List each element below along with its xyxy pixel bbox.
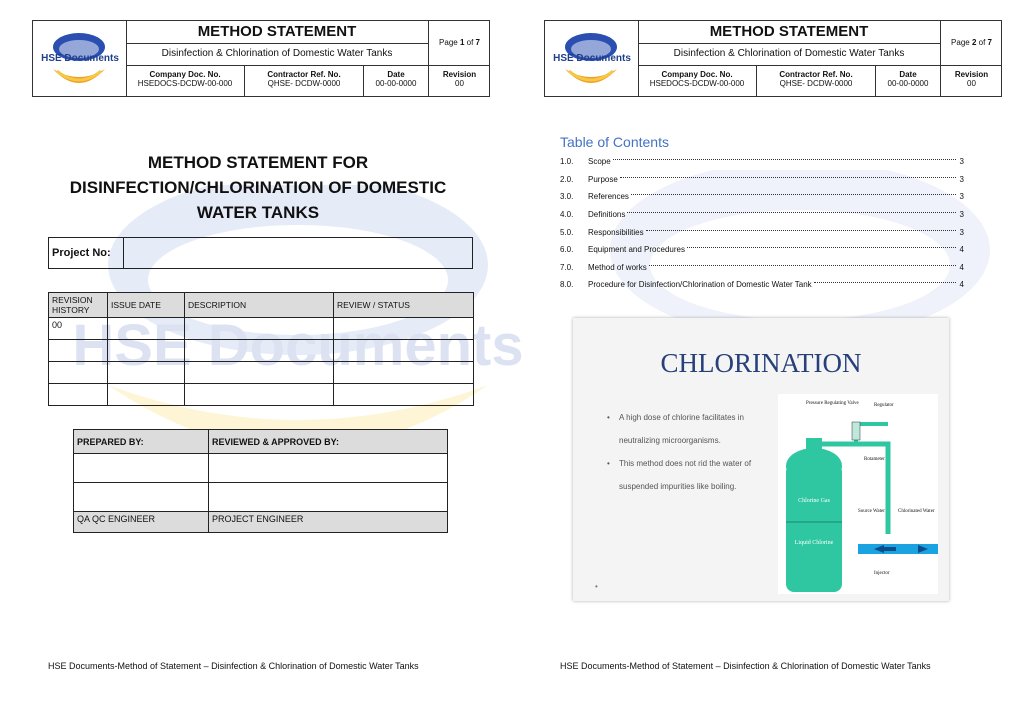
reviewed-by-label: REVIEWED & APPROVED BY:	[209, 430, 448, 454]
header-subtitle: Disinfection & Chlorination of Domestic Water Tanks	[126, 43, 429, 66]
slide-title: CHLORINATION	[660, 348, 862, 378]
company-logo: HSE Documents	[33, 21, 127, 96]
chlorination-diagram	[778, 394, 938, 594]
svg-text:Chlorine Gas: Chlorine Gas	[798, 498, 830, 504]
toc-leader	[814, 282, 956, 283]
toc-page: 4	[959, 262, 964, 272]
toc-entry[interactable]	[560, 153, 964, 171]
table-row	[74, 454, 448, 483]
page-header	[32, 20, 490, 97]
toc-leader	[687, 247, 956, 248]
toc-page: 3	[959, 210, 964, 220]
revision-cell: Revision 00	[954, 70, 989, 88]
document-title: METHOD STATEMENT FOR DISINFECTION/CHLORINATION OF DOMESTIC WATER TANKS	[69, 153, 447, 222]
svg-text:Liquid Chlorine: Liquid Chlorine	[794, 540, 834, 546]
company-doc-cell: Company Doc. No. HSEDOCS-DCDW-00-000	[638, 66, 757, 96]
document-page-2	[540, 0, 1020, 720]
table-row	[49, 340, 474, 362]
project-number-field[interactable]	[124, 238, 473, 269]
table-row	[74, 512, 448, 533]
col-description: DESCRIPTION	[185, 293, 334, 318]
svg-text:Regulator: Regulator	[874, 403, 894, 408]
document-page-1	[28, 0, 524, 720]
toc-page: 3	[959, 174, 964, 184]
table-row	[74, 483, 448, 512]
svg-text:Rotameter: Rotameter	[864, 457, 885, 462]
table-row	[49, 362, 474, 384]
slide-bullet: • This method does not rid the water of suspended impurities like boiling.	[609, 452, 769, 498]
toc-label: Definitions	[588, 210, 626, 220]
project-number-table	[48, 237, 473, 269]
company-logo: HSE Documents	[545, 21, 639, 96]
toc-leader	[649, 265, 956, 266]
reviewed-role: PROJECT ENGINEER	[209, 512, 448, 533]
toc-number: 2.0.	[560, 174, 574, 184]
toc-label: Responsibilities	[588, 227, 644, 237]
slide-bullet-marker: •	[595, 582, 598, 591]
revision-history-table	[48, 292, 474, 406]
toc-entry[interactable]	[560, 276, 964, 294]
toc-number: 5.0.	[560, 227, 574, 237]
toc-leader	[627, 212, 956, 213]
col-review-status: REVIEW / STATUS	[334, 293, 474, 318]
toc-leader	[631, 194, 956, 195]
svg-text:Pressure Regulating Valve: Pressure Regulating Valve	[806, 401, 859, 406]
contractor-ref-cell: Contractor Ref. No. QHSE- DCDW-0000	[245, 66, 364, 96]
toc-leader	[620, 177, 956, 178]
toc-number: 7.0.	[560, 262, 574, 272]
toc-number: 8.0.	[560, 280, 574, 290]
toc-page: 4	[959, 245, 964, 255]
toc-number: 4.0.	[560, 210, 574, 220]
toc-number: 1.0.	[560, 157, 574, 167]
header-title: METHOD STATEMENT	[638, 21, 941, 44]
company-doc-cell: Company Doc. No. HSEDOCS-DCDW-00-000	[126, 66, 245, 96]
revision-cell: Revision 00	[442, 70, 477, 88]
toc-leader	[646, 230, 956, 231]
table-of-contents	[560, 153, 964, 294]
date-cell: Date 00-00-0000	[364, 66, 429, 96]
project-number-label: Project No:	[49, 238, 124, 269]
toc-page: 4	[959, 280, 964, 290]
col-revision-history: REVISION HISTORY	[49, 293, 108, 318]
contractor-ref-cell: Contractor Ref. No. QHSE- DCDW-0000	[757, 66, 876, 96]
toc-entry[interactable]	[560, 223, 964, 241]
table-row: 00	[49, 318, 474, 340]
page-number: Page 2 of 7	[941, 21, 1002, 66]
toc-page: 3	[959, 157, 964, 167]
toc-label: Purpose	[588, 174, 618, 184]
svg-text:Injector: Injector	[874, 571, 890, 576]
page-header	[544, 20, 1002, 97]
prepared-role: QA QC ENGINEER	[74, 512, 209, 533]
toc-entry[interactable]	[560, 241, 964, 259]
toc-number: 6.0.	[560, 245, 574, 255]
page-footer: HSE Documents-Method of Statement – Disinfection & Chlorination of Domestic Water Tanks	[48, 661, 419, 671]
toc-label: Scope	[588, 157, 611, 167]
toc-label: Procedure for Disinfection/Chlorination of Domestic Water Tank	[588, 280, 812, 290]
toc-label: Equipment and Procedures	[588, 245, 685, 255]
toc-page: 3	[959, 192, 964, 202]
header-subtitle: Disinfection & Chlorination of Domestic Water Tanks	[638, 43, 941, 66]
prepared-by-label: PREPARED BY:	[74, 430, 209, 454]
approval-table	[73, 429, 448, 533]
toc-entry[interactable]	[560, 206, 964, 224]
date-cell: Date 00-00-0000	[876, 66, 941, 96]
slide-bullets	[609, 406, 769, 498]
toc-number: 3.0.	[560, 192, 574, 202]
svg-text:Chlorinated Water: Chlorinated Water	[898, 509, 935, 514]
watermark-text: HSE Documents	[72, 313, 524, 378]
header-title: METHOD STATEMENT	[126, 21, 429, 44]
toc-entry[interactable]	[560, 171, 964, 189]
page-footer: HSE Documents-Method of Statement – Disinfection & Chlorination of Domestic Water Tanks	[560, 661, 931, 671]
svg-text:Source Water: Source Water	[858, 509, 885, 514]
toc-label: Method of works	[588, 262, 647, 272]
slide-bullet: • A high dose of chlorine facilitates in neutralizing microorganisms.	[609, 406, 769, 452]
toc-entry[interactable]	[560, 188, 964, 206]
page-number: Page 1 of 7	[429, 21, 490, 66]
toc-label: References	[588, 192, 629, 202]
chlorination-slide-image	[573, 318, 949, 601]
toc-title: Table of Contents	[560, 134, 669, 150]
toc-entry[interactable]	[560, 259, 964, 277]
rotameter	[852, 422, 860, 440]
table-row	[49, 384, 474, 406]
toc-leader	[613, 159, 956, 160]
toc-page: 3	[959, 227, 964, 237]
col-issue-date: ISSUE DATE	[108, 293, 185, 318]
